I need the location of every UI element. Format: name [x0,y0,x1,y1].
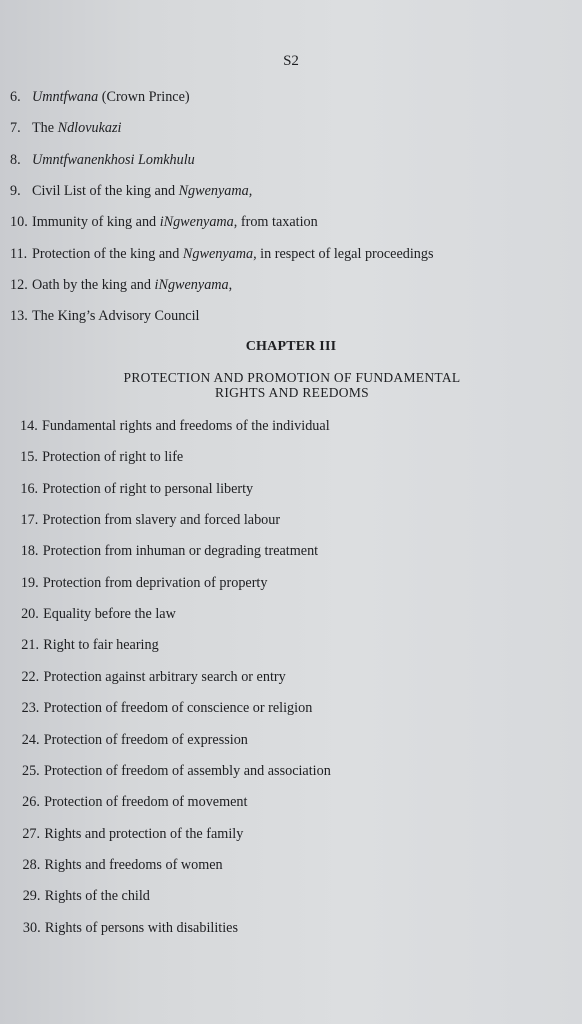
toc-entry-number: 29. [22,888,41,905]
toc-entry-text: Rights of the child [44,888,150,905]
toc-entry [10,152,195,169]
toc-entry-text: Protection of right to personal liberty [42,480,254,497]
toc-entry-text: Protection from slavery and forced labour [42,512,281,529]
toc-entry-number: 14. [20,418,38,434]
toc-entry [22,700,313,717]
toc-entry-number: 6. [10,89,21,105]
toc-entry [22,763,331,780]
toc-entry-number: 15. [20,449,38,466]
toc-entry-number: 20. [21,606,39,623]
toc-entry-text: Rights and freedoms of women [44,856,223,873]
toc-entry-text: Rights and protection of the family [44,825,244,842]
toc-entry-text: Oath by the king and [32,276,155,293]
toc-entry-text: Ndlovukazi [57,120,122,137]
toc-entry-number: 10. [10,214,28,231]
chapter-subtitle-line-1: PROTECTION AND PROMOTION OF FUNDAMENTAL [123,370,461,385]
toc-entry-text: Ngwenyama [182,245,254,262]
toc-entry-text: Protection of freedom of conscience or religion [43,700,313,717]
toc-entry-text: Protection of freedom of expression [43,731,248,748]
toc-entry-number: 26. [22,794,40,811]
toc-entry-text: , from taxation [233,214,318,231]
toc-entry [10,277,232,294]
toc-entry-number: 19. [20,574,39,591]
toc-entry-text: Protection of the king and [32,245,183,262]
toc-entry-number: 27. [22,825,41,842]
toc-entry [21,669,285,686]
toc-entry [21,575,268,592]
toc-entry-text: Umntfwanenkhosi Lomkhulu [32,151,195,168]
toc-entry [21,512,281,529]
show-through-text [330,90,570,790]
toc-entry-number: 25. [21,762,40,779]
toc-entry-number: 9. [10,182,21,199]
toc-entry-text: Protection of freedom of movement [44,794,248,811]
chapter-subtitle [92,370,492,400]
toc-entry-text: Right to fair hearing [43,637,159,654]
toc-entry-number: 12. [10,276,28,293]
toc-entry-text: The [32,120,58,137]
toc-entry-number: 17. [20,512,39,529]
toc-entry-number: 16. [20,480,39,497]
toc-entry [10,214,318,231]
toc-entry-text: Protection of right to life [42,449,184,466]
toc-entry-number: 22. [21,668,40,685]
toc-entry [10,120,121,137]
toc-entry [22,732,248,749]
toc-entry-text: iNgwenyama [154,276,229,293]
toc-entry [23,920,238,937]
toc-entry [21,606,176,623]
toc-entry [20,481,253,498]
toc-entry-text: (Crown Prince) [98,89,190,105]
toc-entry-text: iNgwenyama [159,214,234,231]
toc-entry [10,183,252,200]
toc-entry-text: Fundamental rights and freedoms of the individual [42,418,330,434]
toc-entry-text: Civil List of the king and [32,182,179,199]
toc-entry [10,89,190,106]
toc-entry-text: Immunity of king and [32,214,160,231]
toc-entry-text: Equality before the law [43,606,176,623]
toc-entry-number: 7. [10,120,21,137]
toc-entry-text: Protection of freedom of assembly and association [43,762,331,779]
chapter-heading: CHAPTER III [245,339,337,354]
toc-entry [23,888,150,905]
toc-entry [20,418,330,435]
toc-entry [22,794,247,811]
toc-entry [10,246,434,263]
toc-entry-text: Umntfwana [32,89,99,105]
toc-entry-number: 13. [10,308,28,325]
toc-entry-number: 30. [22,919,41,936]
page-number: S2 [283,53,299,69]
toc-entry-text: , [228,276,233,293]
toc-entry [20,449,183,466]
toc-entry-number: 28. [22,856,41,873]
toc-entry [23,857,223,874]
toc-entry-number: 24. [21,731,40,748]
toc-entry-text: Rights of persons with disabilities [44,919,238,936]
toc-entry-number: 8. [10,151,21,168]
toc-entry [10,308,200,325]
toc-entry-number: 21. [21,637,39,654]
toc-entry-text: The King’s Advisory Council [32,308,200,325]
toc-entry-number: 18. [20,543,39,560]
toc-entry [22,826,243,843]
chapter-subtitle-line-2: RIGHTS AND REEDOMS [215,385,369,400]
toc-entry-text: Protection against arbitrary search or entry [43,668,286,685]
toc-entry [21,543,318,560]
toc-entry-text: Protection from inhuman or degrading treatment [42,543,319,560]
toc-entry [21,637,158,654]
toc-entry-number: 23. [21,700,40,717]
toc-entry-text: Ngwenyama, [178,182,253,199]
toc-entry-text: Protection from deprivation of property [42,574,268,591]
toc-entry-text: , in respect of legal proceedings [253,245,434,262]
toc-entry-number: 11. [10,245,28,262]
